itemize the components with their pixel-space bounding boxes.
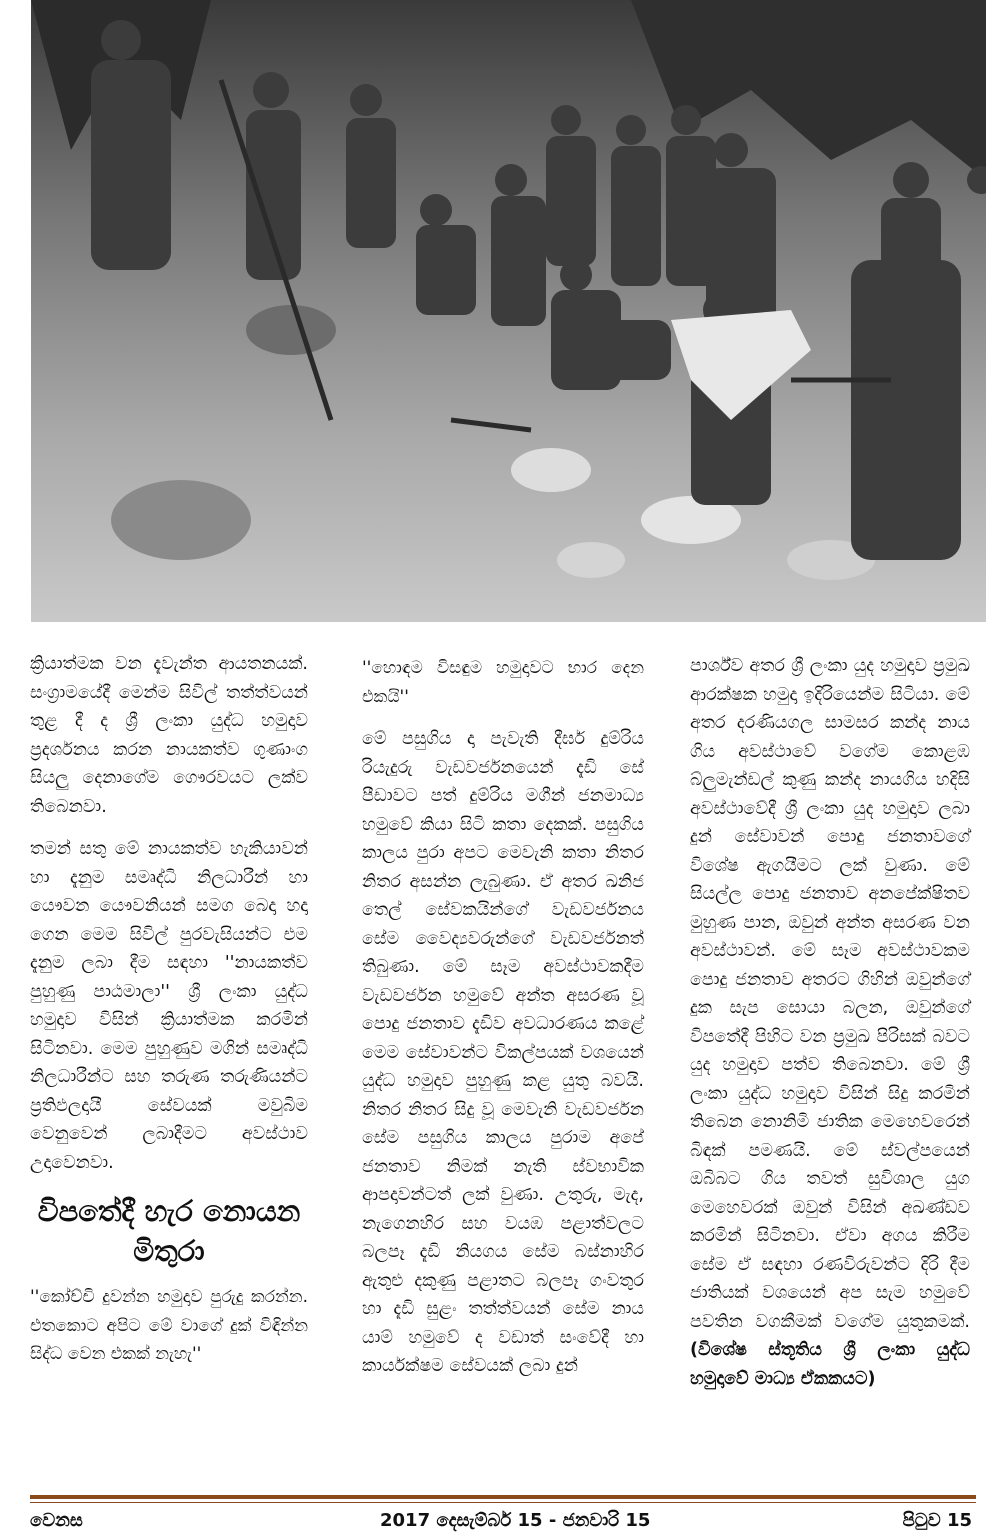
- rescue-workers-photo: [31, 0, 986, 622]
- col3-body: පාර්ශ්ව අතර ශ්‍රී ලංකා යුද හමුදාව ප්‍රමුඛ ආරක්ෂක හමුදා ඉදිරියෙන්ම සිටියා. මේ අතර දරණියගල සාමසර කන්ද නාය ගිය අවස්ථාවේ වගේම කොළඹ බ්ලුමැන්ඩල් කුණු කන්ද නායගිය හදිසි අවස්ථාවේදී ශ්‍රී ලංකා යුද හමුදාව ලබා දුන් සේවාවන් පොදු ජනතාවගේ විශේෂ ඇගයීමට ලක් වුණා. මේ සියල්ල පොදු ජනතාව අනපේක්ෂිතව මුහුණ පාන, ඔවුන් අන්ත අසරණ වන අවස්ථාවන්. මේ සෑම අවස්ථාවකම පොදු ජනතාව අතරට ගිහින් ඔවුන්ගේ දුක සැප සොයා බලන, ඔවුන්ගේ විපතේදී පිහිට වන ප්‍රමුඛ පිරිසක් බවට යුද හමුදාව පත්ව තිබෙනවා. මේ ශ්‍රී ලංකා යුද්ධ හමුදාව විසින් සිදු කරමින් තිබෙන නොනිමි ජාතික මෙහෙවරෙන් බිඳක් පමණයි. මේ ස්වල්පයෙන් ඔබිබට ගිය තවත් සුවිශාල යුග මෙහෙවරක් ඔවුන් විසින් අඛණ්ඩව කරමින් සිටිනවා. ඒවා අගය කිරීම සේම ඒ සඳහා රණවිරුවන්ට දිරි දීම ජාතියක් වශයෙන් අප සැම හමුවේ පවතින වගකීමක් වගේම යුතුකමක්.: [690, 656, 970, 1332]
- subheading: විපතේදී හැර නොයන මිතුරා: [37, 1194, 301, 1268]
- footer-date: 2017 දෙසැම්බර් 15 - ජනවාරි 15: [380, 1510, 651, 1531]
- footer-rule-thin: [30, 1502, 976, 1503]
- column-3: [690, 652, 970, 1393]
- column-2: [362, 654, 644, 1395]
- footer-rule-thick: [30, 1495, 976, 1499]
- footer-page-number: පිටුව 15: [902, 1510, 972, 1531]
- col1-quote: ''කෝච්චි දුවන්න හමුදාව පුරුදු කරන්න. එතකොට අපිට මේ වාගේ දුක් විඳින්න සිද්ධ වෙන එකක් නැහැ'': [30, 1287, 308, 1364]
- credit-note: (විශේෂ ස්තූතිය ශ්‍රී ලංකා යුද්ධ හමුදාවේ මාධ්‍ය ඒකකයට): [690, 1340, 970, 1389]
- col2-quote: ''හොඳම විසඳුම හමුදාවට භාර දෙන එකයි'': [362, 658, 644, 707]
- col3-paragraph-1: [690, 652, 970, 1393]
- col2-paragraph-1: මේ පසුගිය දා පැවැති දීර්ඝ දුම්රිය රියැදුරු වැඩවර්ජනයෙන් දැඩි සේ පීඩාවට පත් දුම්රිය මගීන් ජනමාධ්‍ය හමුවේ කියා සිටි කතා දෙකක්. පසුගිය කාලය පුරා අපට මෙවැනි කතා නිතර නිතර අසන්න ලැබුණා. ඒ අතර ඛනිජ තෙල් සේවකයින්ගේ වැඩවර්ජනය සේම වෛද්‍යවරුන්ගේ වැඩවර්ජනත් තිබුණා. මේ සෑම අවස්ථාවකදීම වැඩවර්ජන හමුවේ අන්ත අසරණ වූ පොදු ජනතාව දැඩිව අවධාරණය කළේ මෙම සේවාවන්ට විකල්පයක් වශයෙන් යුද්ධ හමුදාව පුහුණු කළ යුතු බවයි. නිතර නිතර සිදු වූ මෙවැනි වැඩවර්ජන සේම පසුගිය කාලය පුරාම අපේ ජනතාව නිමක් නැති ස්වභාවික ආපදාවන්ටත් ලක් වුණා. උතුරු, මැද, නැගෙනහිර සහ වයඹ පළාත්වලට බලපෑ දැඩි නියගය සේම බස්නාහිර ඇතුළු දකුණු පළාතට බලපෑ ගංවතුර හා දැඩි සුළං තත්ත්වයන් සේම නාය යාම් හමුවේ ද වඩාත් සංවේදී හා කාර්යක්ෂම සේවයක් ලබා දුන්: [362, 729, 644, 1376]
- col1-paragraph-1: ක්‍රියාත්මක වන දැවැන්ත ආයතනයක්. සංග්‍රාමයේදී මෙන්ම සිවිල් තත්ත්වයන් තුළ දී ද ශ්‍රී ලංකා යුද්ධ හමුදාව ප්‍රදර්ශනය කරන නායකත්ව ගුණාංග සියලු දෙනාගේම ගෞරවයට ලක්ව තිබෙනවා.: [30, 654, 308, 817]
- column-1: [30, 650, 308, 1383]
- col1-paragraph-2: තමන් සතු මේ නායකත්ව හැකියාවන් හා දැනුම සමෘද්ධි නිලධාරීන් හා යෞවන යෞවනියන් සමග බෙදා හදා ගෙන මෙම සිවිල් පුරවැසියන්ට එම දැනුම ලබා දීම සඳහා ''නායකත්ව පුහුණු පාඨමාලා'' ශ්‍රී ලංකා යුද්ධ හමුදාව විසින් ක්‍රියාත්මක කරමින් සිටිනවා. මෙම පුහුණුව මගින් සමෘද්ධි නිලධාරීන්ට සහ තරුණ තරුණියන්ට ප්‍රතිඵලදායී සේවයක් මවුබිම වෙනුවෙන් ලබාදීමට අවස්ථාව උදාවෙනවා.: [30, 839, 308, 1173]
- footer-publication: වෙනස: [30, 1510, 83, 1531]
